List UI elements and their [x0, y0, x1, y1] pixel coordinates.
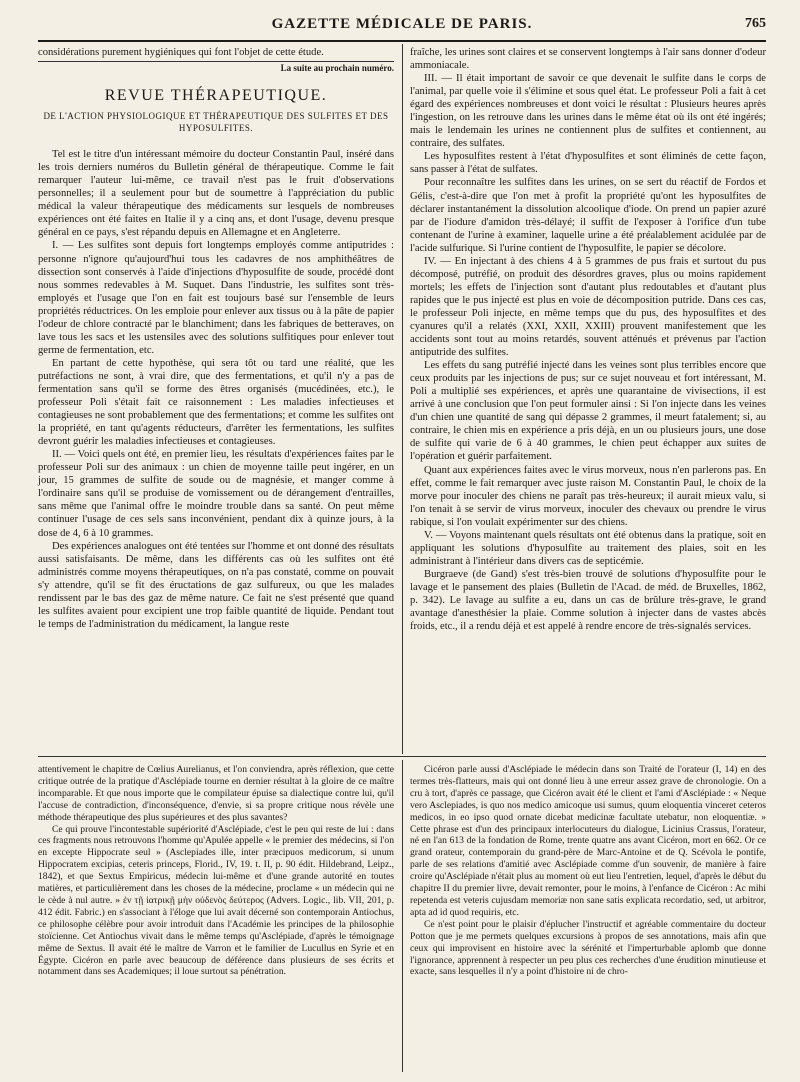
paragraph: Quant aux expériences faites avec le virus morveux, nous n'en parlerons pas. En effet, comme le fait remarquer avec juste raison M. Constantin Paul, le choix de la morve pour inoculer des chiens ne paraît pas très-heureux; il aurait mieux valu, si l'on tenait à se servir de virus morveux, inoculer des chevaux ou prendre le virus rabique, si l'on voulait expérimenter sur des chiens.	[410, 464, 766, 528]
page-header	[38, 14, 766, 42]
right-column	[410, 46, 766, 633]
journal-title: GAZETTE MÉDICALE DE PARIS.	[271, 16, 533, 32]
top-line: considérations purement hygiéniques qui font l'objet de cette étude.	[38, 46, 394, 62]
article-subtitle: DE L'ACTION PHYSIOLOGIQUE ET THÉRAPEUTIQUE DES SULFITES ET DES HYPOSULFITES.	[43, 111, 389, 134]
feuilleton-divider	[402, 760, 403, 1072]
feuilleton-left	[38, 764, 394, 978]
paragraph: Des expériences analogues ont été tentées sur l'homme et ont donné des résultats aussi satisfaisants. De même, dans les différents cas où les sulfites ont été administrés comme moyens thérapeutiques, on n'a pas constaté, comme on pouvait s'y attendre, qu'il se fit des éructations de gaz sulfureux, ou que les malades rendissent par le bas des gaz de même nature. Ce fait ne s'est présenté que quand les sulfites avaient pour excipient une trop faible quantité de liquide. Pendant tout le temps de l'administration du médicament, la langue reste	[38, 540, 394, 630]
paragraph: IV. — En injectant à des chiens 4 à 5 grammes de pus frais et surtout du pus décomposé, putréfié, on produit des désordres graves, plus ou moins rapidement mortels; les effets de l'injection sont d'autant plus redoutables et d'autant plus rapides que le pus injecté est plus en voie de décomposition putride. Dans ces cas, le professeur Poli injecte, en même temps que du pus, des hyposulfites et des cyanures qu'il a relatés (XXI, XXII, XXIII) prouvent manifestement que les accidents sont tout au moins retardés, souvent atténués et prévenus par l'action antiputride des sulfites.	[410, 255, 766, 359]
paragraph: II. — Voici quels ont été, en premier lieu, les résultats d'expériences faites par le professeur Poli sur des animaux : un chien de moyenne taille peut ingérer, en un jour, 15 grammes de sulfite de soude ou de magnésie, et manger comme à l'ordinaire sans qu'il se produise de vomissement ou de dérangement d'entrailles, sans même que l'animal offre le moindre trouble dans sa santé. On peut même continuer l'usage de ces sels sans inconvénient, pendant dix à quinze jours, à la dose de 4, 6 à 10 grammes.	[38, 449, 394, 539]
paragraph: attentivement le chapitre de Cœlius Aurelianus, et l'on conviendra, après réflexion, que cette critique outrée de la pratique d'Asclépiade tourne en dernier résultat à la gloire de ce maître incomparable. Et que nous importe que le compilateur épuise sa dialectique contre lui, qu'il l'accuse de contradiction, d'inconséquence, d'envie, si sa propre critique nous révèle une méthode thérapeutique des plus supérieures et des plus savantes?	[38, 764, 394, 823]
continuation-note: La suite au prochain numéro.	[280, 63, 394, 74]
paragraph: fraîche, les urines sont claires et se conservent longtemps à l'air sans donner d'odeur ammoniacale.	[410, 47, 766, 72]
paragraph: Burgraeve (de Gand) s'est très-bien trouvé de solutions d'hyposulfite pour le lavage et le pansement des plaies (Bulletin de l'Acad. de méd. de Bruxelles, 1862, p. 342). Le lavage au sulfite a eu, dans un cas de brûlure très-grave, le grand avantage d'anesthésier la plaie. Comme solution à injecter dans de vastes abcès froids, etc., il a rendu déjà et est appelé à rendre encore de très-signalés services.	[410, 568, 766, 633]
column-divider	[402, 44, 403, 754]
paragraph: Les effets du sang putréfié injecté dans les veines sont plus terribles encore que ceux produits par les injections de pus; sur ce sujet nouveau et fort intéressant, M. Poli a multiplié ses expériences, et après une quarantaine de vivisections, il est arrivé à une conclusion que l'on peut formuler ainsi : Si l'on injecte dans les veines d'un chien une quantité de sang qui dépasse 2 grammes, il meurt fatalement; si, au contraire, le chien mis en expérience a pris déjà, en un ou plusieurs jours, une dose de sulfite qui varie de 6 à 40 grammes, le chien peut échapper aux suites de l'opération et guérir parfaitement.	[410, 360, 766, 463]
paragraph: Pour reconnaître les sulfites dans les urines, on se sert du réactif de Fordos et Gélis, c'est-à-dire que l'on met à profit la propriété qu'ont les hyposulfites de déclarer instantanément la dissolution alcoolique d'iode. On prend un papier azuré par de l'iodure d'amidon très-délayé; il suffit de l'exposer à l'orifice d'un tube contenant de l'urine à examiner, laquelle urine a été préalablement acidulée par de l'acide sulfurique. Si l'urine contient de l'hyposulfite, le papier se décolore.	[410, 177, 766, 254]
section-title: REVUE THÉRAPEUTIQUE.	[104, 87, 328, 105]
paragraph: Ce n'est point pour le plaisir d'éplucher l'instructif et agréable commentaire du docteur Potton que je me permets quelques excursions à propos de ses annotations, mais afin que ceux qui improvisent en histoire avec la sérénité et l'imperturbable aplomb que donne l'ignorance, apprennent à respecter un peu plus ces recherches d'une érudition minutieuse et exacte, sans lesquelles il n'y a point d'histoire ni de chro-	[410, 918, 766, 978]
page-number: 765	[745, 16, 766, 31]
paragraph: En partant de cette hypothèse, qui sera tôt ou tard une réalité, que les putréfactions ne sont, à vrai dire, que des fermentations, et qu'il n'y a pas de fermentation sans qu'il se forme des êtres organisés (mucédinées, etc.), le professeur Poli s'était fait ce raisonnement : Les maladies infectieuses et contagieuses ne sont probablement que des fermentations; et comme les sulfites ont la propriété, en tant qu'agents réducteurs, d'arrêter les fermentations, les sulfites devront guérir les maladies infectieuses et contagieuses.	[38, 357, 394, 448]
section-separator	[38, 756, 766, 757]
paragraph: Cicéron parle aussi d'Asclépiade le médecin dans son Traité de l'orateur (I, 14) en des termes très-flatteurs, mais qui ont donné lieu à une erreur assez grave de chronologie. On a cru à tort, d'après ce passage, que Cicéron avait été le client et l'ami d'Asclépiade : « Neque vero Asclepiades, is quo nos medico amicoque usi sumus, quum eloquentia vinceret ceteros medicos, in eo ipso quod ornate dicebat medicinæ facultate utebatur, non eloquentiæ. » Cette phrase est d'un des principaux interlocuteurs du dialogue, Licinius Crassus, l'orateur, né en l'an 613 de la fondation de Rome, trente quatre ans avant Cicéron, mort en 662. Or ce grand orateur, contemporain du grand-père de Marc-Antoine et de Q. Scévola le pontife, parle de ses relations d'amitié avec Asclépiade comme d'un souvenir, de manière à faire croire qu'Asclépiade n'était plus au moment où eut lieu l'entretien, lequel, d'après le début du chapitre II du premier livre, devait remonter, pour le moins, à l'enfance de Cicéron : Ac mihi repetenda est veteris cujusdam memoriæ non sane satis explicata recordatio, sed, ut arbitror, apta ad id quod requiris, etc.	[410, 764, 766, 918]
paragraph: Ce qui prouve l'incontestable supériorité d'Asclépiade, c'est le peu qui reste de lui : dans ces fragments nous retrouvons l'homme qu'Apulée appelle « le premier des médecins, si l'on en excepte Hippocrate seul » (Asclepiades ille, inter præcipuos medicorum, si unum Hippocratem excipias, ceteris princeps, Florid., IV, 19. t. II, p. 90 édit. Hildebrand, Leipz., 1842), et que Sextus Empiricus, médecin lui-même et d'une grande autorité en toutes matières, et particulièrement dans les choses de la médecine, proclame « un médecin qui ne le cède à nul autre. » ἐν τῇ ἰατρικῇ μὴν οὐδενὸς δεύτερος (Advers. Logic., lib. VII, 201, p. 412 édit. Fabric.) en s'associant à l'éloge que lui avait décerné son contemporain Antiochus, ce philosophe célèbre pour avoir introduit dans l'Académie les principes de la philosophie stoïcienne. Cet Antiochus vivait dans le même temps qu'Asclépiade, d'après le témoignage même de Sextus. Il avait été le maître de Varron et le familier de Lucullus en Syrie et en Égypte. Cicéron en parle avec beaucoup de déférence dans plusieurs de ses écrits et notamment dans ses Academiques; il loue surtout sa pénétration.	[38, 823, 394, 978]
left-column	[38, 46, 394, 631]
paragraph: III. — Il était important de savoir ce que devenait le sulfite dans le corps de l'animal, par quelle voie il s'élimine et sous quel état. Le professeur Poli a fait à cet égard des expériences nombreuses et dont voici le résultat : Plusieurs heures après l'ingestion, on les retrouve dans les urines dans le même état où ils ont été ingérés; mais le lendemain les urines ne contiennent plus de sulfites et contiennent, au contraire, des sulfates.	[410, 73, 766, 150]
paragraph: I. — Les sulfites sont depuis fort longtemps employés comme antiputrides : personne n'ignore qu'aujourd'hui tous les cadavres de nos amphithéâtres de dissection sont conservés à l'aide d'injections d'hyposulfite de soude, procédé dont nous sommes redevables à M. Suquet. Dans l'industrie, les sulfites sont très-employés et l'usage que l'on en fait est toujours basé sur l'ensemble de leurs propriétés réductrices. On les emploie pour enlever aux tissus ou à la pâte de papier l'odeur de chlore contracté par le blanchiment; dans les fabriques de betteraves, on lave tous les sacs et les ustensiles avec des solutions sulfitiques pour enlever tout germe de fermentation, etc.	[38, 240, 394, 356]
paragraph: Tel est le titre d'un intéressant mémoire du docteur Constantin Paul, inséré dans les trois derniers numéros du Bulletin général de thérapeutique. Comme le fait remarquer l'auteur lui-même, ce travail n'est pas le fruit d'observations personnelles; il a seulement pour but de soumettre à l'appréciation du public médical la valeur thérapeutique des médicaments sur lesquels de nombreuses expériences ont été faites en Italie il y a cinq ans, et dont l'usage, devenu presque général en ce pays, s'est répandu depuis en Allemagne et en Angleterre.	[38, 149, 394, 239]
paragraph: V. — Voyons maintenant quels résultats ont été obtenus dans la pratique, soit en appliquant les solutions d'hyposulfite au traitement des plaies, soit en les administrant à l'intérieur dans divers cas de septicémie.	[410, 529, 766, 567]
paragraph: Les hyposulfites restent à l'état d'hyposulfites et sont éliminés de cette façon, sans passer à l'état de sulfates.	[410, 151, 766, 176]
feuilleton-right	[410, 764, 766, 978]
